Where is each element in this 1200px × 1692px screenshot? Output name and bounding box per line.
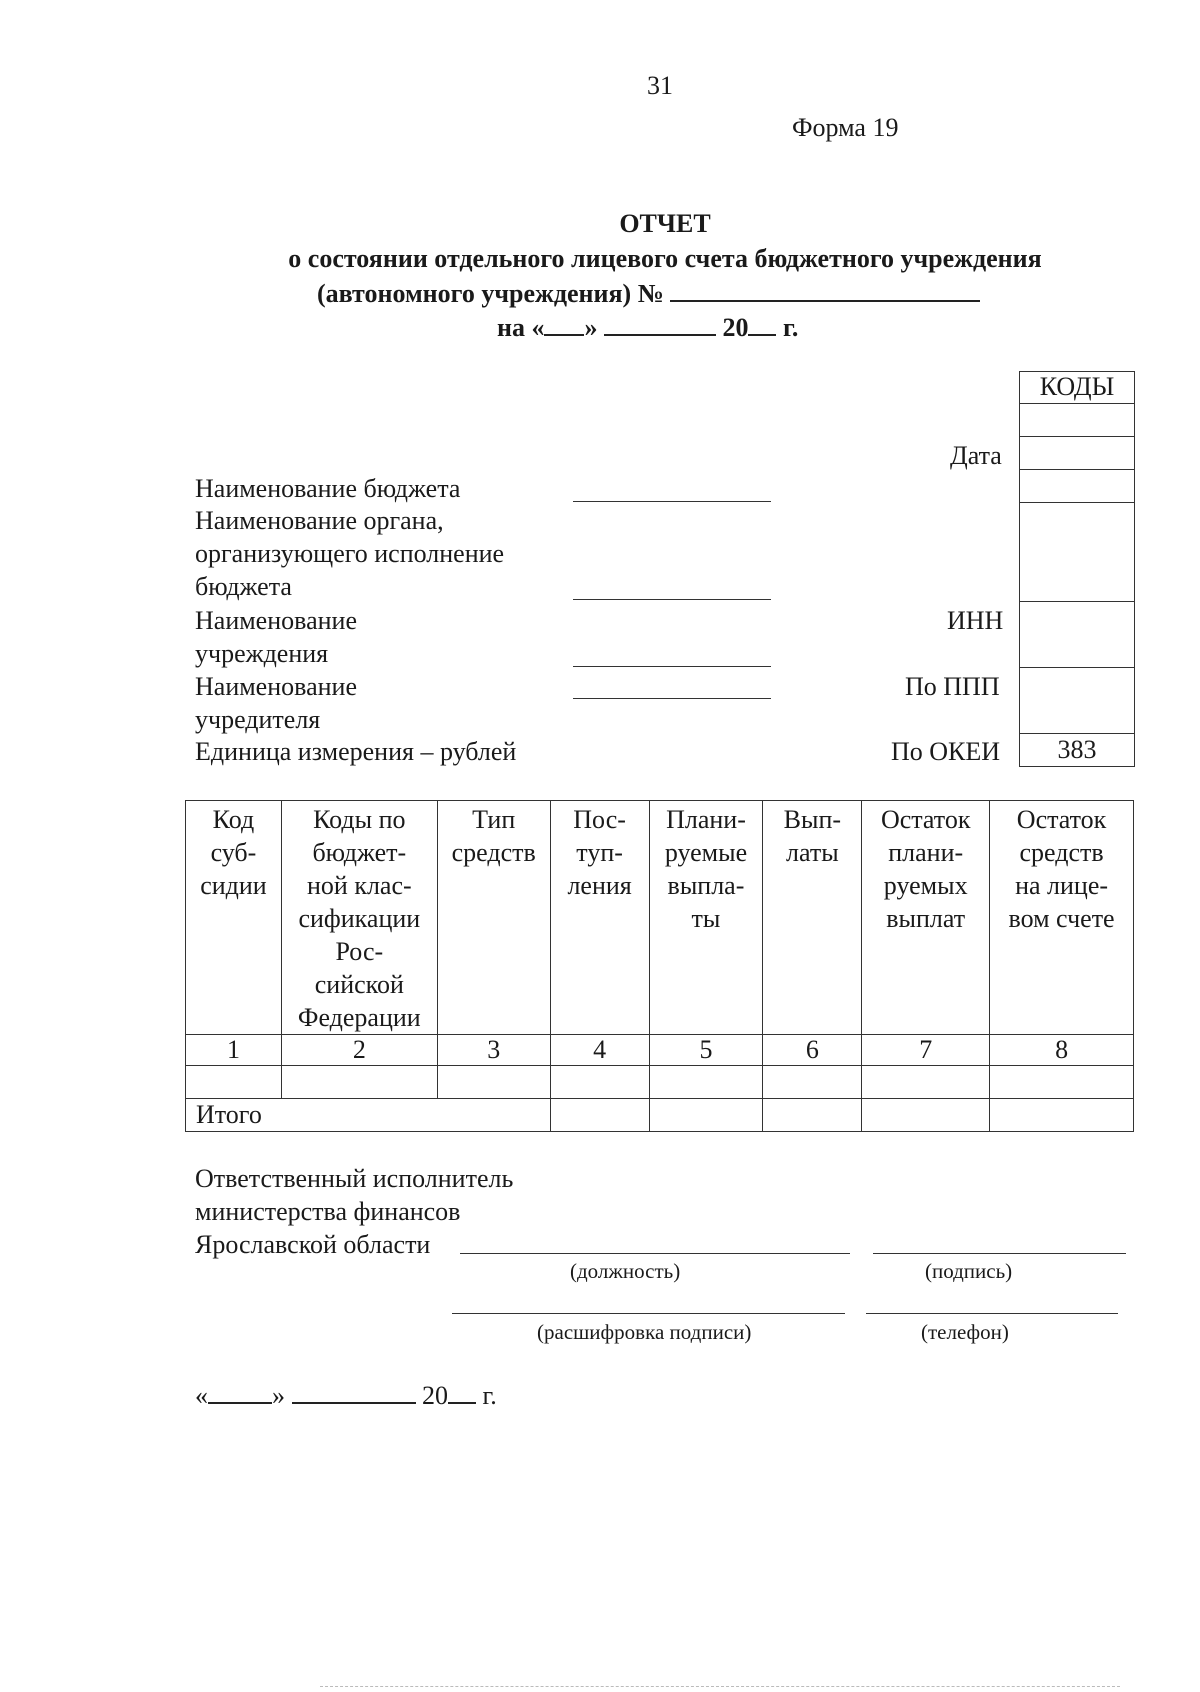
col-number: 7 <box>862 1035 990 1066</box>
founder-label-2: учредителя <box>195 705 321 734</box>
signature-caption: (подпись) <box>925 1259 1013 1283</box>
table-header-row <box>186 801 1134 1035</box>
account-number-label: (автономного учреждения) № <box>317 279 664 308</box>
codes-cell-organ[interactable] <box>1020 503 1134 602</box>
table-cell[interactable] <box>550 1066 649 1099</box>
table-row <box>186 1066 1134 1099</box>
scan-artifact-line <box>320 1686 1120 1687</box>
table-cell[interactable] <box>437 1066 550 1099</box>
organ-label-1: Наименование органа, <box>195 506 444 535</box>
col-number: 1 <box>186 1035 282 1066</box>
total-cell[interactable] <box>763 1099 862 1132</box>
footer-day-field[interactable] <box>208 1378 272 1404</box>
total-label: Итого <box>186 1099 551 1132</box>
institution-line[interactable] <box>573 666 771 667</box>
footer-date: « » 20 г. <box>195 1378 497 1412</box>
total-cell[interactable] <box>862 1099 990 1132</box>
col-number: 8 <box>990 1035 1134 1066</box>
founder-label-1: Наименование <box>195 672 357 701</box>
table-number-row <box>186 1035 1134 1066</box>
page-number: 31 <box>647 71 673 100</box>
signature-line-3: Ярославской области <box>195 1230 431 1259</box>
col-header-account-balance: Остаток средств на лице- вом счете <box>990 801 1134 1035</box>
phone-caption: (телефон) <box>921 1320 1009 1344</box>
table-cell[interactable] <box>990 1066 1134 1099</box>
table-total-row <box>186 1099 1134 1132</box>
footer-year-field[interactable] <box>448 1378 476 1404</box>
col-header-planned-payments: Плани- руемые выпла- ты <box>649 801 763 1035</box>
col-header-budget-codes: Коды по бюджет- ной клас- сификации Рос- сийской Федерации <box>281 801 437 1035</box>
budget-name-line[interactable] <box>573 501 771 502</box>
organ-label-3: бюджета <box>195 572 292 601</box>
col-number: 2 <box>281 1035 437 1066</box>
col-header-funds-type: Тип средств <box>437 801 550 1035</box>
founder-line[interactable] <box>573 698 771 699</box>
decoding-line[interactable] <box>452 1313 845 1314</box>
report-title: ОТЧЕТ <box>619 209 711 238</box>
report-year-field[interactable] <box>748 310 776 336</box>
report-subtitle-line3 <box>317 276 980 310</box>
col-number: 3 <box>437 1035 550 1066</box>
total-cell[interactable] <box>550 1099 649 1132</box>
table-cell[interactable] <box>862 1066 990 1099</box>
institution-label-2: учреждения <box>195 639 329 668</box>
table-cell[interactable] <box>763 1066 862 1099</box>
position-caption: (должность) <box>570 1259 681 1283</box>
codes-cell-blank[interactable] <box>1020 404 1134 437</box>
col-number: 6 <box>763 1035 862 1066</box>
budget-name-label: Наименование бюджета <box>195 474 461 503</box>
signature-line-2: министерства финансов <box>195 1197 461 1226</box>
codes-cell-okei: 383 <box>1020 734 1134 767</box>
table-cell[interactable] <box>186 1066 282 1099</box>
codes-cell-date[interactable] <box>1020 437 1134 470</box>
organ-line[interactable] <box>573 599 771 600</box>
col-number: 4 <box>550 1035 649 1066</box>
okei-label: По ОКЕИ <box>891 737 1001 766</box>
unit-label: Единица измерения – рублей <box>195 737 517 766</box>
report-date-line: на « » 20 г. <box>497 310 798 344</box>
signature-line[interactable] <box>873 1253 1126 1254</box>
footer-month-field[interactable] <box>292 1378 416 1404</box>
institution-label-1: Наименование <box>195 606 357 635</box>
col-header-receipts: Пос- туп- ления <box>550 801 649 1035</box>
codes-header: КОДЫ <box>1020 372 1134 404</box>
organ-label-2: организующего исполнение <box>195 539 505 568</box>
col-header-subsidy-code: Код суб- сидии <box>186 801 282 1035</box>
total-cell[interactable] <box>990 1099 1134 1132</box>
date-label: Дата <box>950 441 1002 470</box>
ppp-label: По ППП <box>905 672 1000 701</box>
signature-line-1: Ответственный исполнитель <box>195 1164 514 1193</box>
col-number: 5 <box>649 1035 763 1066</box>
codes-cell-budget[interactable] <box>1020 470 1134 503</box>
account-number-field[interactable] <box>670 276 980 302</box>
report-table <box>185 800 1134 1132</box>
table-cell[interactable] <box>649 1066 763 1099</box>
codes-box <box>1019 371 1135 767</box>
table-cell[interactable] <box>281 1066 437 1099</box>
phone-line[interactable] <box>866 1313 1118 1314</box>
position-line[interactable] <box>460 1253 850 1254</box>
col-header-payments: Вып- латы <box>763 801 862 1035</box>
codes-cell-inn[interactable] <box>1020 602 1134 668</box>
codes-cell-ppp[interactable] <box>1020 668 1134 734</box>
decoding-caption: (расшифровка подписи) <box>537 1320 752 1344</box>
report-day-field[interactable] <box>544 310 584 336</box>
form-label: Форма 19 <box>792 113 899 142</box>
total-cell[interactable] <box>649 1099 763 1132</box>
inn-label: ИНН <box>947 606 1004 635</box>
report-subtitle: о состоянии отдельного лицевого счета бюджетного учреждения <box>288 244 1042 273</box>
col-header-planned-balance: Остаток плани- руемых выплат <box>862 801 990 1035</box>
report-month-field[interactable] <box>604 310 716 336</box>
